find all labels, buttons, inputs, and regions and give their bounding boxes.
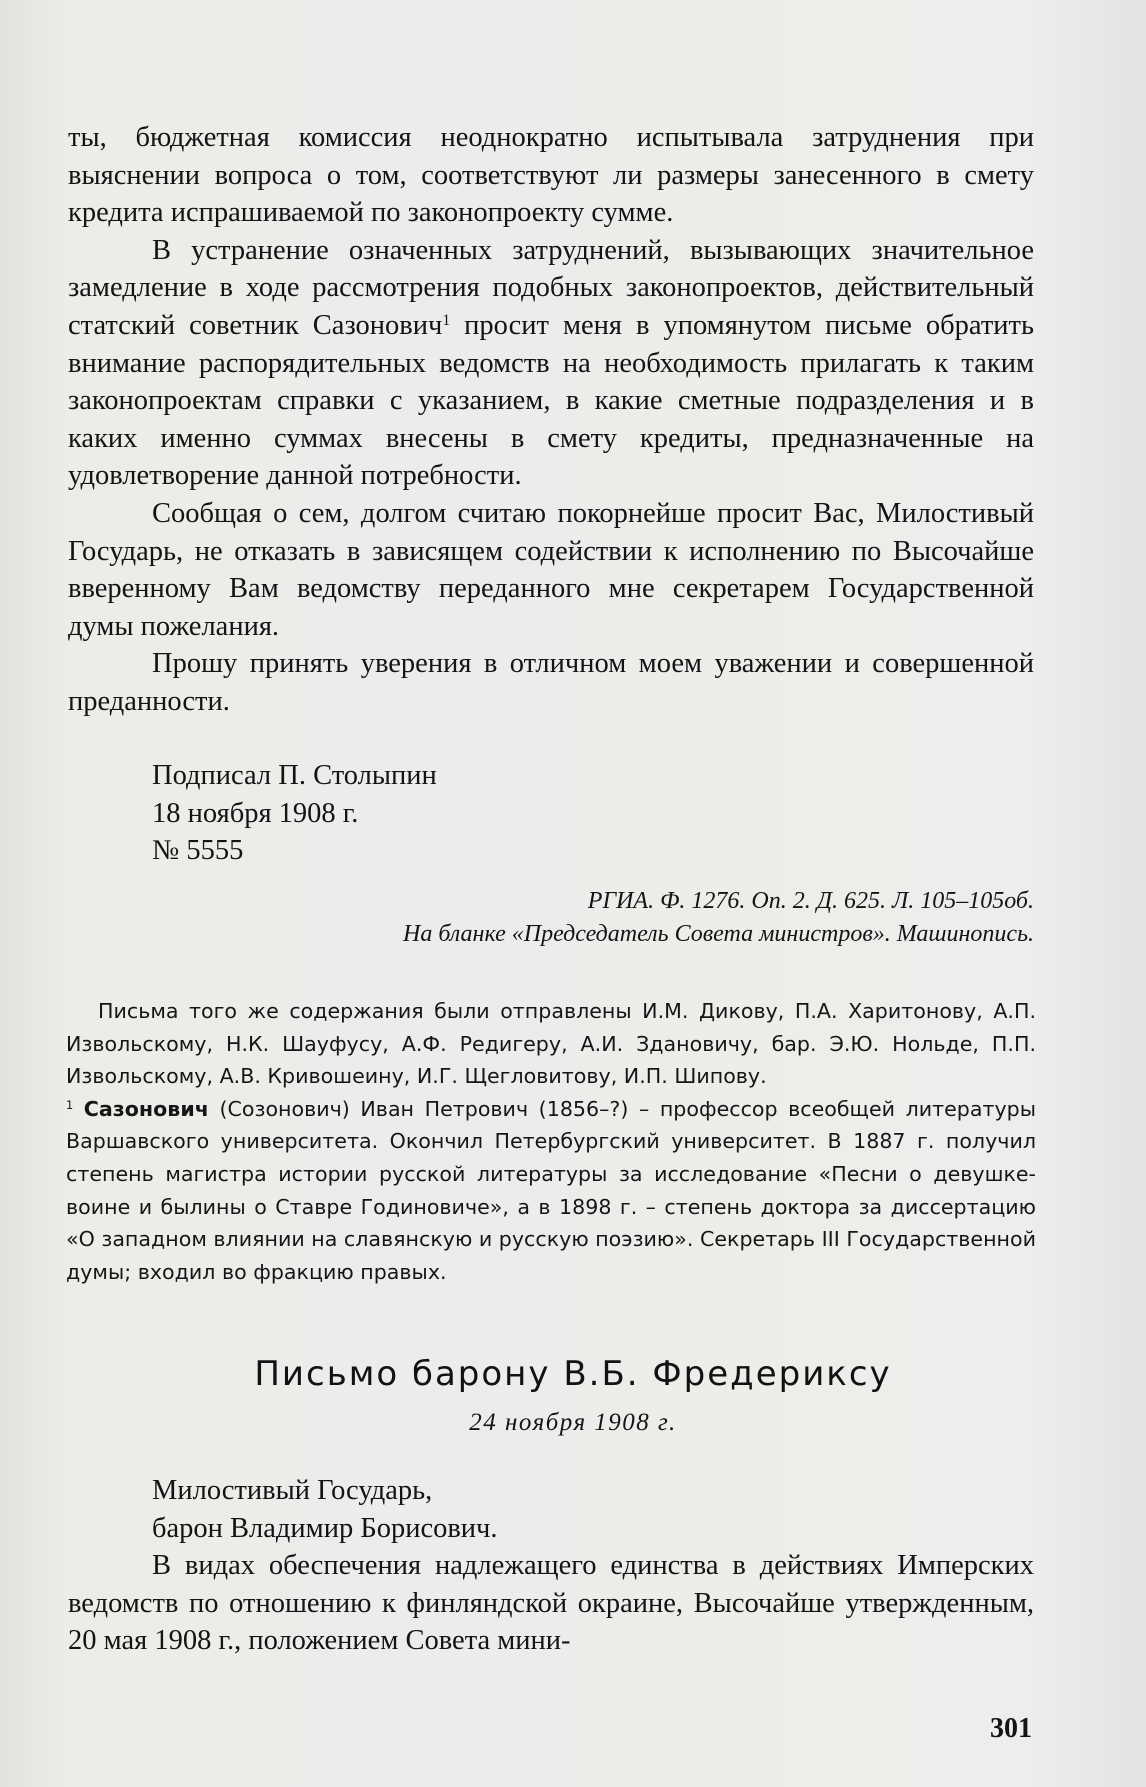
footnote-1 <box>66 1093 1036 1289</box>
footnote-mark: 1 <box>66 1097 74 1112</box>
footnote-text: (Созонович) Иван Петрович (1856–?) – профессор всеобщей литературы Варшавского университета. Окончил Петербургский университет. В 1887 г. получил степень магистра истории русской литературы за исследование «Песни о девушке-воине и былины о Ставре Годиновиче», а в 1898 г. – степень доктора за диссертацию «О западном влиянии на славянскую и русскую поэзию». Секретарь III Государственной думы; входил во фракцию правых. <box>66 1096 1037 1284</box>
paragraph-2-text-a: В устранение означенных затруднений, вызывающих значительное замедление в ходе рассмотрения подобных законопроектов, действительный статский советник Сазонович <box>68 234 1034 341</box>
section-heading: Письмо барону В.Б. Фредериксу <box>254 1354 892 1394</box>
signature-block <box>152 757 437 870</box>
paragraph-2-text-b: просит меня в упомянутом письме обратить внимание распорядительных ведомств на необходимость прилагать к таким законопроектам справки с указанием, в какие сметные подразделения и в каких именно суммах внесены в смету кредиты, предназначенные на удовлетворение данной потребности. <box>68 309 1035 492</box>
salutation-line-2: барон Владимир Борисович. <box>152 1512 498 1544</box>
signature-line: Подписал П. Столыпин <box>152 760 437 791</box>
page-number: 301 <box>990 1713 1032 1744</box>
footnote-ref-1: 1 <box>442 311 451 329</box>
document-form-note: На бланке «Председатель Совета министров». Машинопись. <box>402 921 1034 947</box>
signature-date: 18 ноября 1908 г. <box>152 797 359 829</box>
paragraph-4: Прошу принять уверения в отличном моем уважении и совершенной преданности. <box>68 648 1034 717</box>
paragraph-3: Сообщая о сем, долгом считаю покорнейше просит Вас, Милостивый Государь, не отказать в зависящем содействии к исполнению по Высочайше вверенному Вам ведомству переданного мне секретарем Государственной думы пожелания. <box>68 497 1034 642</box>
source-citation <box>403 885 1034 951</box>
salutation-line-1: Милостивый Государь, <box>152 1475 433 1506</box>
paragraph-2 <box>68 232 1034 495</box>
letter-body <box>68 119 1034 721</box>
section-date: 24 ноября 1908 г. <box>469 1409 677 1436</box>
recipients-note: Письма того же содержания были отправлены И.М. Дикову, П.А. Харитонову, А.П. Извольскому, Н.К. Шауфусу, А.Ф. Редигеру, А.И. Здановичу, бар. Э.Ю. Нольде, П.П. Извольскому, А.В. Кривошеину, И.Г. Щегловитову, И.П. Шипову. <box>66 999 1036 1089</box>
footnote-person-name: Сазонович <box>83 1096 209 1121</box>
letter2-paragraph-1: В видах обеспечения надлежащего единства в действиях Имперских ведомств по отношению к финляндской окраине, Высочайше утвержденным, 20 мая 1908 г., положением Совета мини- <box>68 1550 1034 1657</box>
letter2-body <box>68 1472 1034 1660</box>
paragraph-1: ты, бюджетная комиссия неоднократно испытывала затруднения при выяснении вопроса о том, соответствуют ли размеры занесенного в смету кредита испрашиваемой по законопроекту сумме. <box>68 122 1034 229</box>
document-number: № 5555 <box>152 835 244 867</box>
notes-block <box>66 995 1036 1288</box>
archive-reference: РГИА. Ф. 1276. Оп. 2. Д. 625. Л. 105–105об. <box>587 888 1034 914</box>
